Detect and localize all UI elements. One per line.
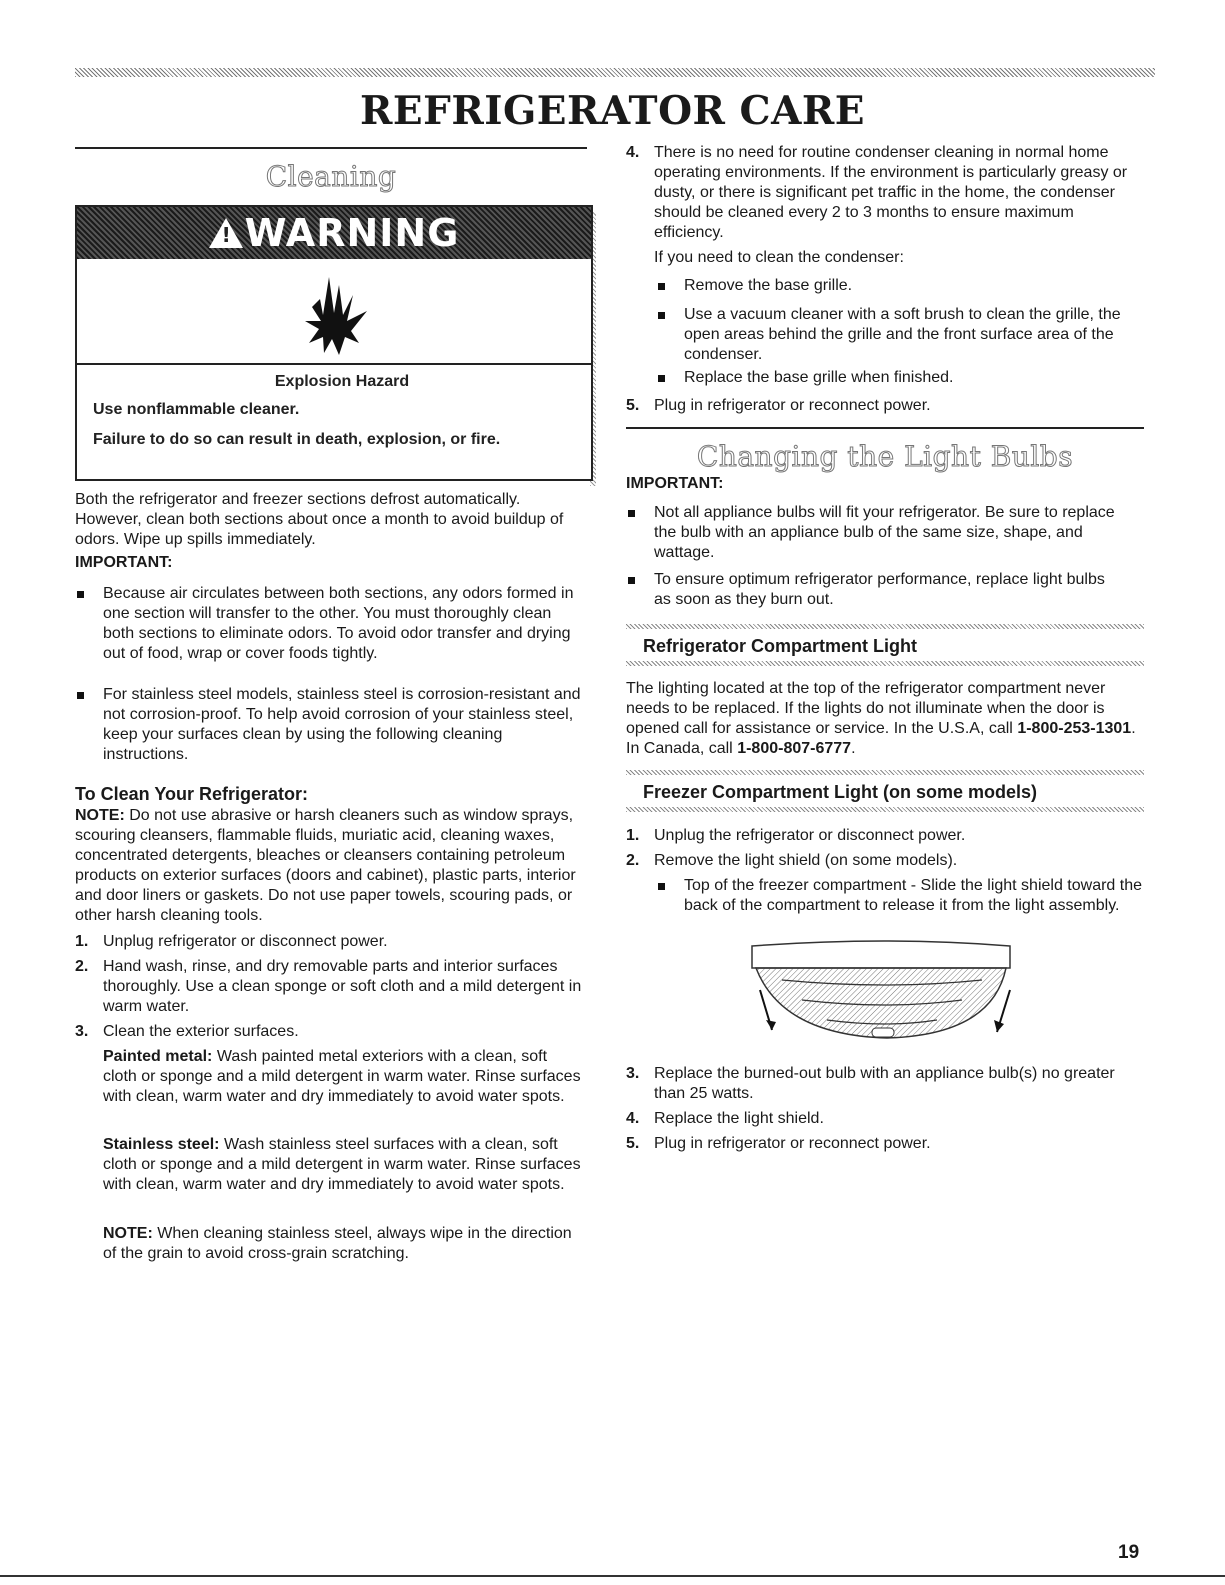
- important-label: IMPORTANT:: [75, 554, 173, 571]
- warning-header: [77, 207, 591, 259]
- freezer-step-5: Plug in refrigerator or reconnect power.: [654, 1135, 931, 1152]
- painted-text: Wash painted metal exteriors with a clean, soft cloth or sponge and a mild detergent in warm water. Rinse surfaces with clean, warm water and dry immediately to avoid water spots.: [103, 1048, 581, 1105]
- step-number: 4.: [626, 1110, 640, 1127]
- freezer-bullet: Top of the freezer compartment - Slide the light shield toward the back of the compartment to release it from the light assembly.: [684, 877, 1143, 914]
- phone-us: 1-800-253-1301: [1017, 720, 1132, 737]
- cleaning-step-3: Clean the exterior surfaces.: [103, 1023, 299, 1040]
- fridge-light-text: [626, 679, 1144, 759]
- bulb-bullet-1: Not all appliance bulbs will fit your refrigerator. Be sure to replace the bulb with an appliance bulb of the same size, shape, and wattage.: [654, 504, 1115, 561]
- note2-text: When cleaning stainless steel, always wipe in the direction of the grain to avoid cross-grain scratching.: [103, 1225, 572, 1262]
- note-label: NOTE:: [75, 807, 125, 824]
- bulb-bullet-2: To ensure optimum refrigerator performance, replace light bulbs as soon as they burn out.: [654, 571, 1105, 608]
- dotted-divider: [626, 807, 1144, 812]
- phone-canada: 1-800-807-6777: [737, 740, 852, 757]
- bullet-icon: [628, 577, 635, 584]
- note2-label: NOTE:: [103, 1225, 153, 1242]
- bullet-icon: [77, 692, 84, 699]
- bullet-icon: [658, 375, 665, 382]
- bullet-icon: [658, 283, 665, 290]
- note-text: Do not use abrasive or harsh cleaners such as window sprays, scouring cleansers, flammable fluids, muriatic acid, cleaning waxes, concentrated detergents, bleaches or cleansers containing petroleum products on exterior surfaces (doors and cabinet), plastic parts, interior and door liners or gaskets. Do not use paper towels, scouring pads, or other harsh cleaning tools.: [75, 807, 576, 924]
- section-rule: [626, 427, 1144, 429]
- freezer-step-3: Replace the burned-out bulb with an appliance bulb(s) no greater than 25 watts.: [654, 1065, 1115, 1102]
- step-number: 5.: [626, 397, 640, 414]
- cleaning-heading: Cleaning: [265, 160, 397, 193]
- condenser-bullet-2: Use a vacuum cleaner with a soft brush to clean the grille, the open areas behind the grille and the front surface area of the condenser.: [684, 306, 1121, 363]
- bullet-icon: [628, 510, 635, 517]
- step-number: 2.: [626, 852, 640, 869]
- canada-text: . In Canada, call: [626, 720, 1136, 757]
- warning-text: [77, 365, 591, 449]
- cleaning-step-1: Unplug refrigerator or disconnect power.: [103, 933, 388, 950]
- condenser-step-5: Plug in refrigerator or reconnect power.: [654, 397, 931, 414]
- fridge-light-heading: Refrigerator Compartment Light: [643, 636, 918, 656]
- step-number: 3.: [75, 1023, 89, 1040]
- warning-line-1: Use nonflammable cleaner.: [93, 401, 300, 418]
- condenser-if: If you need to clean the condenser:: [654, 249, 904, 266]
- stainless-text: Wash stainless steel surfaces with a clean, soft cloth or sponge and a mild detergent in warm water. Rinse surfaces with clean, warm water and dry immediately to avoid water spots.: [103, 1136, 581, 1193]
- bullet-icon: [658, 312, 665, 319]
- warning-label: WARNING: [244, 211, 460, 255]
- page-number: 19: [1118, 1542, 1140, 1563]
- stainless-steel-instructions: [103, 1135, 585, 1195]
- step-number: 1.: [626, 827, 640, 844]
- to-clean-heading: To Clean Your Refrigerator:: [75, 784, 309, 804]
- step-number: 3.: [626, 1065, 640, 1082]
- warning-triangle-icon: [209, 218, 243, 248]
- bulbs-heading: Changing the Light Bulbs: [696, 440, 1074, 473]
- explosion-icon: [77, 259, 591, 365]
- hazard-title: Explosion Hazard: [274, 373, 410, 390]
- stainless-label: Stainless steel:: [103, 1136, 220, 1153]
- cleaning-intro: Both the refrigerator and freezer sections defrost automatically. However, clean both sections about once a month to avoid buildup of odors. Wipe up spills immediately.: [75, 491, 564, 548]
- header-bar: [75, 68, 1155, 77]
- bottom-rule: [0, 1575, 1225, 1577]
- cleaning-bullet-2: For stainless steel models, stainless steel is corrosion-resistant and not corrosion-proof. To help avoid corrosion of your stainless steel, keep your surfaces clean by using the following cleaning instructions.: [103, 686, 581, 763]
- warning-line-2: Failure to do so can result in death, explosion, or fire.: [93, 431, 501, 448]
- condenser-step-4: There is no need for routine condenser cleaning in normal home operating environments. If the environment is particularly greasy or dusty, or there is significant pet traffic in the home, the condenser should be cleaned every 2 to 3 months to ensure maximum efficiency.: [654, 144, 1128, 241]
- important-label: IMPORTANT:: [626, 475, 724, 492]
- dotted-divider: [626, 661, 1144, 666]
- period: .: [851, 740, 856, 757]
- step-number: 5.: [626, 1135, 640, 1152]
- freezer-step-2: Remove the light shield (on some models).: [654, 852, 958, 869]
- bullet-icon: [77, 591, 84, 598]
- page-title: REFRIGERATOR CARE: [360, 88, 865, 134]
- section-rule: [75, 147, 587, 149]
- stainless-note: [103, 1224, 585, 1264]
- cleaning-step-2: Hand wash, rinse, and dry removable parts and interior surfaces thoroughly. Use a clean sponge or soft cloth and a mild detergent in warm water.: [103, 958, 582, 1015]
- step-number: 4.: [626, 144, 640, 161]
- step-number: 2.: [75, 958, 89, 975]
- freezer-step-4: Replace the light shield.: [654, 1110, 824, 1127]
- bullet-icon: [658, 883, 665, 890]
- dotted-divider: [626, 770, 1144, 775]
- condenser-bullet-3: Replace the base grille when finished.: [684, 369, 954, 386]
- fridge-light-body: The lighting located at the top of the refrigerator compartment never needs to be replaced. If the lights do not illuminate when the door is opened call for assistance or service. In the U.S.A, call: [626, 680, 1106, 737]
- condenser-bullet-1: Remove the base grille.: [684, 277, 853, 294]
- painted-label: Painted metal:: [103, 1048, 213, 1065]
- freezer-step-1: Unplug the refrigerator or disconnect power.: [654, 827, 966, 844]
- warning-box: [75, 205, 593, 481]
- cleaning-bullet-1: Because air circulates between both sections, any odors formed in one section will transfer to the other. You must thoroughly clean both sections to eliminate odors. To avoid odor transfer and drying out of food, wrap or cover foods tightly.: [103, 585, 574, 662]
- freezer-light-heading: Freezer Compartment Light (on some models): [643, 782, 1038, 802]
- cleaning-note: [75, 806, 587, 926]
- light-shield-illustration: [742, 940, 1032, 1050]
- step-number: 1.: [75, 933, 89, 950]
- painted-metal-instructions: [103, 1047, 585, 1107]
- dotted-divider: [626, 624, 1144, 629]
